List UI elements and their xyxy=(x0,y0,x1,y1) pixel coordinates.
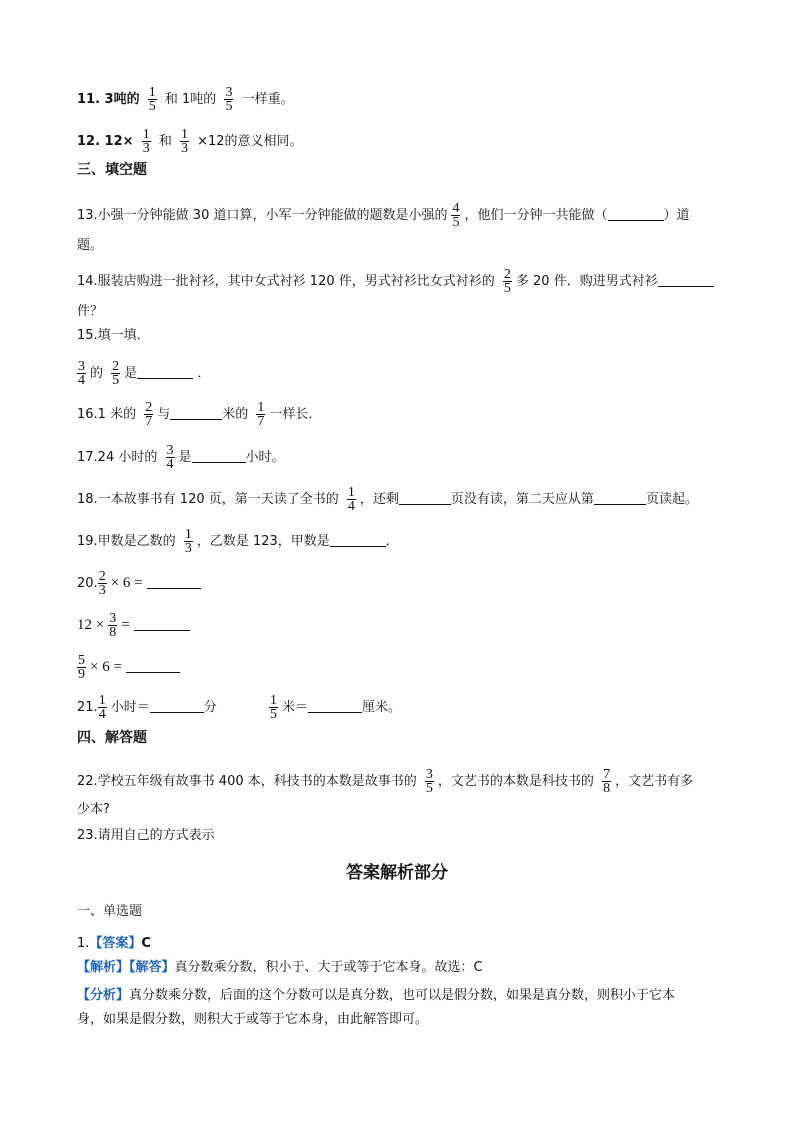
question-14 xyxy=(77,268,714,295)
q21-t1: 小时＝ xyxy=(110,700,150,715)
answer-number: 1. xyxy=(77,936,90,951)
fenxi-tag: 【分析】 xyxy=(77,988,130,1003)
fraction: $\frac{3}{4}$ xyxy=(78,359,85,388)
answer-blank[interactable] xyxy=(147,574,201,589)
q20c-expr: × 6 = xyxy=(90,659,122,675)
answer-value: C xyxy=(141,936,151,951)
q12-prefix: 12. 12× xyxy=(77,134,134,149)
answer-blank[interactable] xyxy=(330,532,386,547)
q20b-expr: = xyxy=(121,617,130,633)
answer-1-fenxi xyxy=(77,986,675,1006)
answer-blank[interactable] xyxy=(134,616,190,631)
section-heading-1: 一、单选题 xyxy=(77,904,143,919)
q17-text: 17.24 小时的 xyxy=(77,450,158,465)
q21-t4: 厘米。 xyxy=(362,700,402,715)
q15-suffix: ． xyxy=(197,366,211,381)
question-19 xyxy=(77,528,399,555)
question-20a xyxy=(77,570,201,597)
question-13 xyxy=(77,202,690,229)
q18-mid: ，还剩 xyxy=(359,492,399,507)
q21-t3: 米＝ xyxy=(282,700,309,715)
answer-blank[interactable] xyxy=(192,448,246,463)
question-20c xyxy=(77,654,180,681)
q22-line2: 少本? xyxy=(77,802,110,817)
q14-line2: 件？ xyxy=(77,304,104,319)
answer-1-fenxi-line2: 身，如果是假分数，则积大于或等于它本身，由此解答即可。 xyxy=(77,1012,429,1027)
q20b-pre: 12 × xyxy=(77,617,105,633)
q12-mid: 和 xyxy=(158,134,172,149)
q19-mid: ，乙数是 123，甲数是 xyxy=(196,534,330,549)
answer-blank[interactable] xyxy=(658,272,714,287)
q21-t2: 分 xyxy=(203,700,217,715)
question-15: 15.填一填． xyxy=(77,328,150,343)
q13-mid: ，他们一分钟一共能做（ xyxy=(464,208,608,223)
q13-suffix: ）道 xyxy=(663,208,690,223)
answer-blank[interactable] xyxy=(594,490,646,505)
answer-blank[interactable] xyxy=(126,658,180,673)
q20-label: 20. xyxy=(77,576,98,591)
q18-suffix: 页读起。 xyxy=(645,492,698,507)
fenxi-text-line1: 真分数乘分数，后面的这个分数可以是真分数，也可以是假分数，如果是真分数，则积小于它本 xyxy=(129,988,676,1003)
fraction: $\frac{1}{3}$ xyxy=(142,127,150,156)
q16-mid2: 米的 xyxy=(222,407,249,422)
fraction: $\frac{4}{5}$ xyxy=(452,201,460,230)
fraction: $\frac{3}{5}$ xyxy=(225,85,233,114)
q22-suffix: ，文艺书有多 xyxy=(615,774,694,789)
question-12 xyxy=(77,128,303,155)
q13-text: 13.小强一分钟能做 30 道口算，小军一分钟能做的题数是小强的 xyxy=(77,208,448,223)
jieda-text: 真分数乘分数，积小于、大于或等于它本身。故选：C xyxy=(174,960,483,975)
fraction: $\frac{3}{4}$ xyxy=(166,443,174,472)
section-heading-3: 三、填空题 xyxy=(77,162,147,178)
question-11 xyxy=(77,86,294,113)
question-21 xyxy=(77,694,401,721)
q15-mid2: 是 xyxy=(124,366,138,381)
q16-mid: 与 xyxy=(157,407,171,422)
q14-text: 14.服装店购进一批衬衫，其中女式衬衫 120 件，男式衬衫比女式衬衫的 xyxy=(77,274,495,289)
answer-blank[interactable] xyxy=(308,698,362,713)
fraction: $\frac{1}{7}$ xyxy=(257,400,265,429)
fraction: $\frac{1}{5}$ xyxy=(270,693,277,722)
fraction: $\frac{2}{5}$ xyxy=(503,267,511,296)
fraction: $\frac{1}{4}$ xyxy=(98,693,106,722)
section-heading-4: 四、解答题 xyxy=(77,730,147,746)
answer-blank[interactable] xyxy=(137,364,193,379)
fraction: $\frac{5}{9}$ xyxy=(78,653,85,682)
q15-mid: 的 xyxy=(90,366,104,381)
q19-suffix: ． xyxy=(385,534,399,549)
answer-section-title: 答案解析部分 xyxy=(346,863,448,883)
q13-line2: 题。 xyxy=(77,238,104,253)
q21-label: 21. xyxy=(77,700,98,715)
q11-prefix: 11. 3吨的 xyxy=(77,92,140,107)
question-16 xyxy=(77,401,321,428)
q22-mid: ，文艺书的本数是科技书的 xyxy=(437,774,594,789)
q19-text: 19.甲数是乙数的 xyxy=(77,534,176,549)
question-15-body xyxy=(77,360,210,387)
question-20b xyxy=(77,612,190,639)
answer-1-jiexi xyxy=(77,958,483,978)
q18-text: 18.一本故事书有 120 页，第一天读了全书的 xyxy=(77,492,339,507)
q11-mid: 和 1吨的 xyxy=(164,92,217,107)
fraction: $\frac{3}{5}$ xyxy=(425,767,433,796)
q17-suffix: 小时。 xyxy=(245,450,285,465)
answer-blank[interactable] xyxy=(170,405,222,420)
fraction: $\frac{3}{8}$ xyxy=(109,611,117,640)
answer-1 xyxy=(77,934,151,954)
fraction: $\frac{1}{5}$ xyxy=(148,85,156,114)
question-17 xyxy=(77,444,285,471)
fraction: $\frac{7}{8}$ xyxy=(603,767,611,796)
answer-blank[interactable] xyxy=(608,206,664,221)
q18-mid2: 页没有读，第二天应从第 xyxy=(450,492,594,507)
jiexi-tag: 【解析】 xyxy=(77,960,130,975)
q17-mid: 是 xyxy=(178,450,192,465)
fraction: $\frac{2}{7}$ xyxy=(145,400,153,429)
question-23: 23.请用自己的方式表示 xyxy=(77,828,215,843)
q16-text: 16.1 米的 xyxy=(77,407,137,422)
question-18 xyxy=(77,486,698,513)
q14-mid: 多 20 件．购进男式衬衫 xyxy=(515,274,658,289)
q16-suffix: 一样长． xyxy=(269,407,322,422)
answer-blank[interactable] xyxy=(399,490,451,505)
fraction: $\frac{2}{3}$ xyxy=(98,569,106,598)
q22-text: 22.学校五年级有故事书 400 本，科技书的本数是故事书的 xyxy=(77,774,417,789)
fraction: $\frac{1}{3}$ xyxy=(180,127,188,156)
q11-suffix: 一样重。 xyxy=(241,92,294,107)
answer-blank[interactable] xyxy=(150,698,204,713)
q20a-expr: × 6 = xyxy=(110,575,143,591)
fraction: $\frac{1}{4}$ xyxy=(347,485,355,514)
jieda-tag: 【解答】 xyxy=(129,960,175,975)
fraction: $\frac{1}{3}$ xyxy=(184,527,192,556)
question-22 xyxy=(77,768,693,795)
fraction: $\frac{2}{5}$ xyxy=(112,359,120,388)
q12-suffix: ×12的意义相同。 xyxy=(197,134,303,149)
answer-tag: 【答案】 xyxy=(89,936,142,951)
